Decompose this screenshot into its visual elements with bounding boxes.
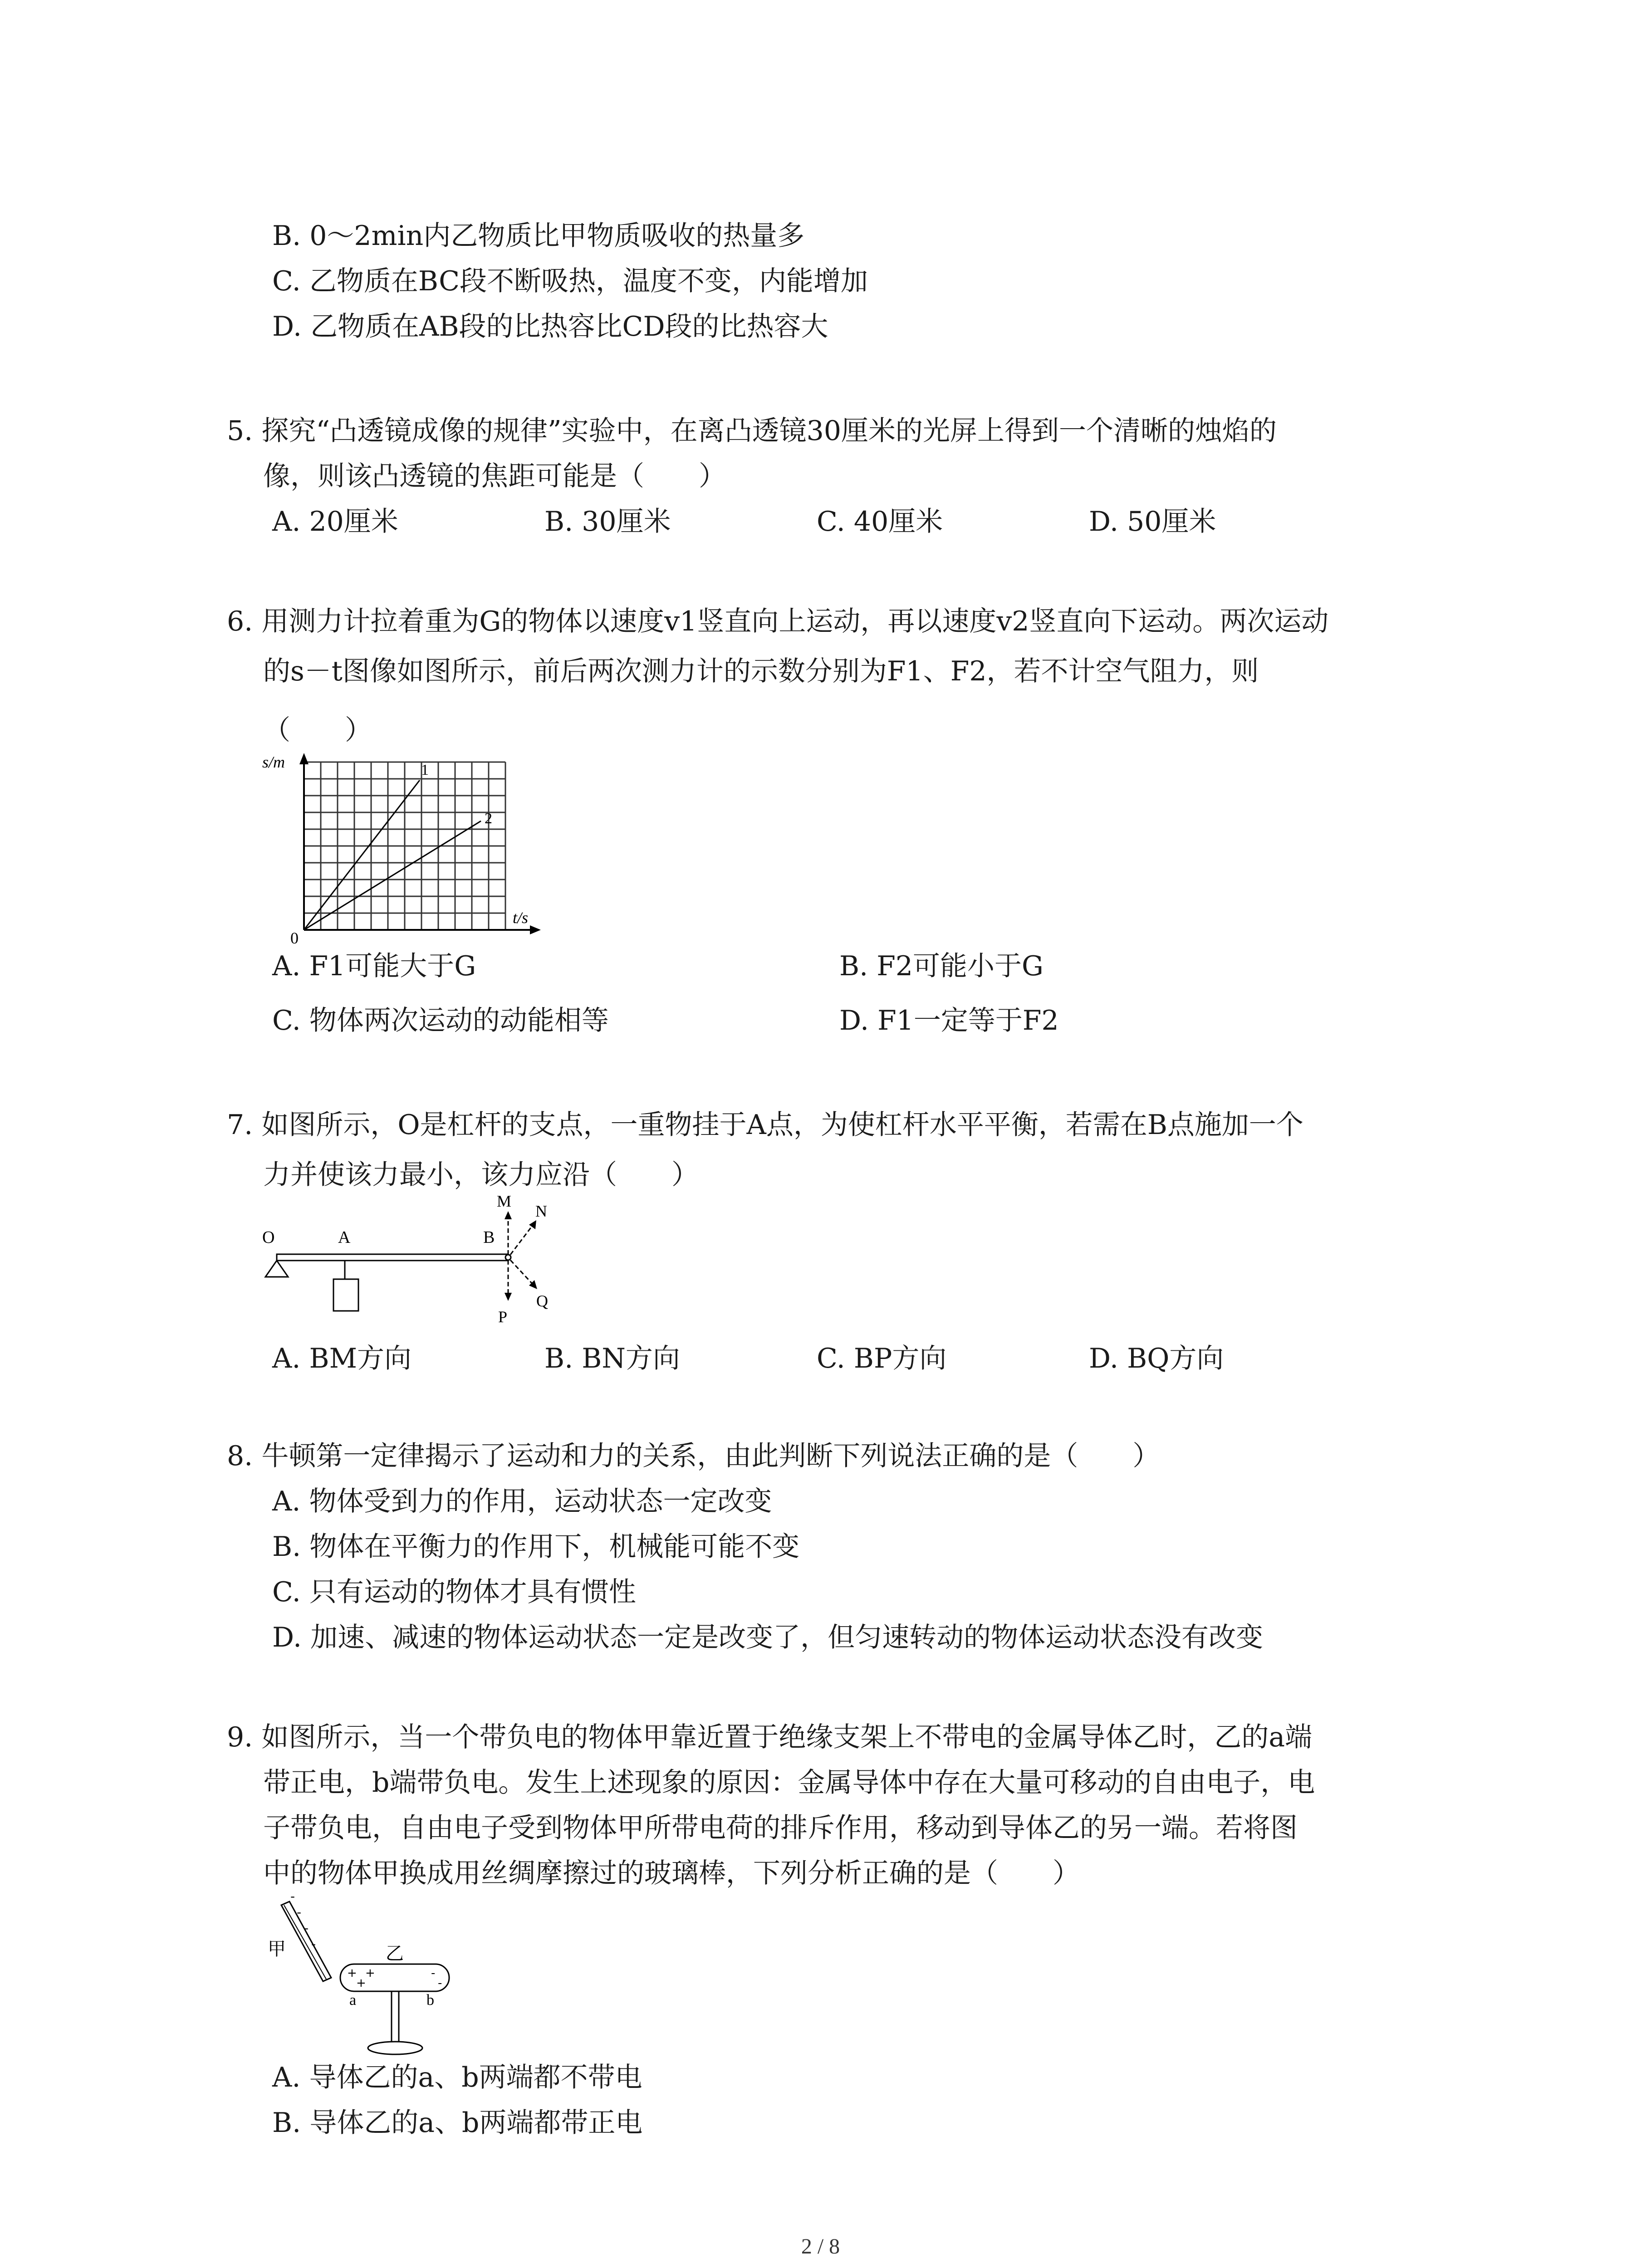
q5-stem-line2: 像，则该凸透镜的焦距可能是（ ）: [263, 460, 726, 492]
q9-option-a: A. 导体乙的a、b两端都不带电: [272, 2062, 642, 2093]
q7-fulcrum: [265, 1261, 288, 1277]
q7-label-a: A: [338, 1228, 351, 1247]
svg-text:+: +: [356, 1976, 366, 1990]
q9-stand-post: [392, 1991, 399, 2046]
q4-option-c: C. 乙物质在BC段不断吸热，温度不变，内能增加: [272, 265, 868, 297]
q8-option-b: B. 物体在平衡力的作用下，机械能可能不变: [272, 1531, 800, 1563]
q7-label-o: O: [262, 1228, 275, 1247]
q6-option-b: B. F2可能小于G: [839, 950, 1043, 982]
svg-text:-: -: [304, 1921, 309, 1936]
svg-text:-: -: [311, 1936, 316, 1951]
q7-arrow-q: [510, 1260, 533, 1285]
svg-text:-: -: [290, 1896, 295, 1904]
q8-stem: 8. 牛顿第一定律揭示了运动和力的关系，由此判断下列说法正确的是（ ）: [227, 1440, 1160, 1472]
q7-option-c: C. BP方向: [817, 1343, 947, 1374]
q8-option-d: D. 加速、减速的物体运动状态一定是改变了，但匀速转动的物体运动状态没有改变: [272, 1622, 1264, 1653]
q5-stem-line1: 5. 探究“凸透镜成像的规律”实验中，在离凸透镜30厘米的光屏上得到一个清晰的烛焰的: [227, 415, 1277, 447]
q7-label-b: B: [483, 1228, 495, 1247]
svg-text:+: +: [347, 1966, 357, 1980]
svg-text:-: -: [297, 1905, 302, 1920]
q7-label-q: Q: [536, 1292, 548, 1310]
q6-graph-label-2: 2: [485, 810, 492, 827]
q5-option-d: D. 50厘米: [1089, 506, 1216, 538]
q6-graph-ylabel: s/m: [262, 753, 285, 771]
q6-graph-grid: [304, 762, 505, 930]
q9-label-yi: 乙: [386, 1943, 404, 1964]
q6-graph-x-arrow: [530, 925, 541, 934]
q8-option-c: C. 只有运动的物体才具有惯性: [272, 1576, 636, 1608]
q6-graph-y-arrow: [299, 753, 309, 764]
q6-stem-line3: （ ）: [263, 714, 372, 746]
q9-label-b: b: [426, 1992, 434, 2009]
q7-point-b: [505, 1255, 511, 1260]
q9-label-jia: 甲: [268, 1939, 286, 1960]
q7-arrow-n: [510, 1225, 533, 1255]
q7-stem-line2: 力并使该力最小，该力应沿（ ）: [263, 1159, 699, 1191]
q9-stem-line2: 带正电，b端带负电。发生上述现象的原因：金属导体中存在大量可移动的自由电子，电: [263, 1767, 1315, 1799]
q9-stem-line4: 中的物体甲换成用丝绸摩擦过的玻璃棒，下列分析正确的是（ ）: [263, 1857, 1080, 1889]
q5-option-a: A. 20厘米: [272, 506, 398, 538]
q6-st-graph: [259, 748, 567, 948]
q6-graph-xlabel: t/s: [513, 909, 529, 927]
q6-option-d: D. F1一定等于F2: [839, 1005, 1059, 1036]
q7-label-p: P: [498, 1308, 508, 1326]
q6-option-c: C. 物体两次运动的动能相等: [272, 1005, 609, 1036]
q5-option-c: C. 40厘米: [817, 506, 943, 538]
q7-lever-figure: [254, 1188, 599, 1334]
q7-option-d: D. BQ方向: [1089, 1343, 1224, 1374]
q6-stem-line2: 的s－t图像如图所示，前后两次测力计的示数分别为F1、F2，若不计空气阻力，则: [263, 655, 1259, 687]
q4-option-b: B. 0～2min内乙物质比甲物质吸收的热量多: [272, 220, 805, 252]
q7-lever-bar: [277, 1254, 508, 1261]
q7-weight-block: [333, 1279, 358, 1311]
q9-stem-line3: 子带负电，自由电子受到物体甲所带电荷的排斥作用，移动到导体乙的另一端。若将图: [263, 1812, 1298, 1844]
q6-stem-line1: 6. 用测力计拉着重为G的物体以速度v1竖直向上运动，再以速度v2竖直向下运动。两次运动: [227, 606, 1329, 637]
q6-graph-label-1: 1: [421, 762, 429, 778]
q7-label-m: M: [497, 1192, 512, 1210]
q7-label-n: N: [535, 1202, 547, 1220]
q7-option-a: A. BM方向: [272, 1343, 412, 1374]
q4-option-d: D. 乙物质在AB段的比热容比CD段的比热容大: [272, 311, 828, 342]
page-number: 2 / 8: [801, 2234, 840, 2258]
q9-stand-base: [368, 2042, 422, 2054]
q7-stem-line1: 7. 如图所示，O是杠杆的支点，一重物挂于A点，为使杠杆水平平衡，若需在B点施加一个: [227, 1109, 1303, 1141]
q7-option-b: B. BN方向: [544, 1343, 680, 1374]
svg-text:+: +: [365, 1966, 375, 1980]
q9-conductor-figure: [263, 1896, 499, 2059]
q5-option-b: B. 30厘米: [544, 506, 671, 538]
q8-option-a: A. 物体受到力的作用，运动状态一定改变: [272, 1486, 772, 1517]
svg-text:-: -: [438, 1976, 442, 1990]
q9-option-b: B. 导体乙的a、b两端都带正电: [272, 2107, 643, 2139]
q9-stem-line1: 9. 如图所示，当一个带负电的物体甲靠近置于绝缘支架上不带电的金属导体乙时，乙的a端: [227, 1721, 1313, 1753]
q9-label-a: a: [349, 1992, 357, 2009]
q6-option-a: A. F1可能大于G: [272, 950, 476, 982]
svg-text:-: -: [431, 1966, 436, 1980]
q6-graph-origin: 0: [290, 929, 299, 947]
